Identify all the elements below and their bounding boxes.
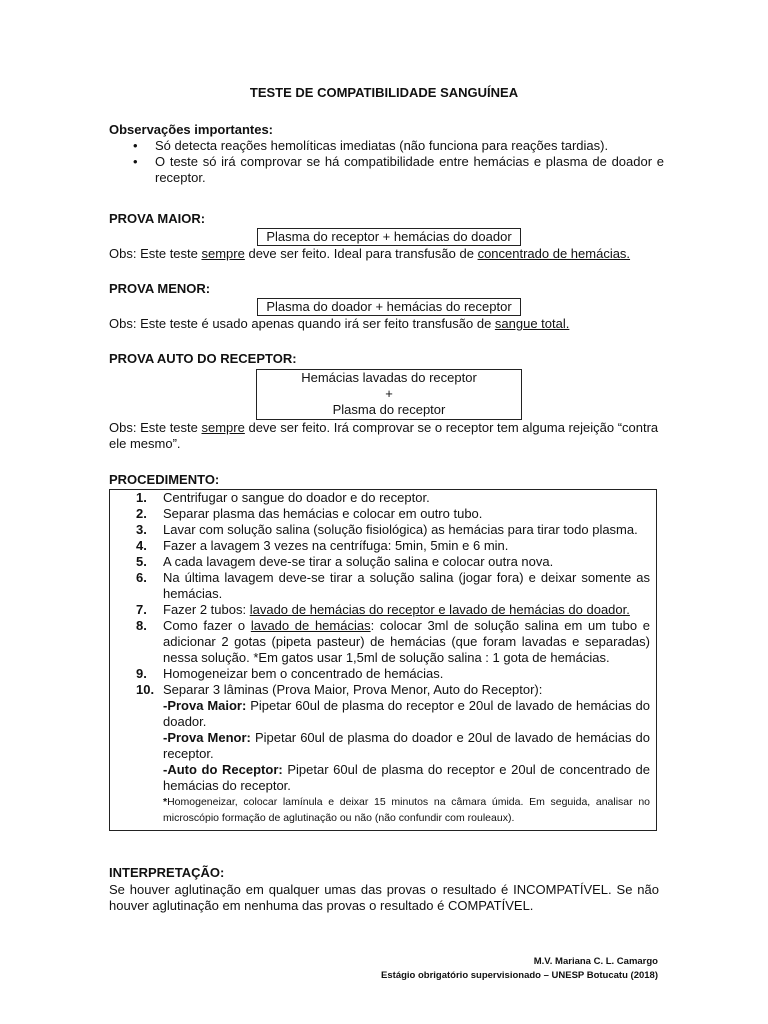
step-text: Como fazer o — [163, 618, 251, 633]
obs-text: Obs: Este teste é usado apenas quando irá ser feito transfusão de — [109, 316, 495, 331]
observacao-text: Só detecta reações hemolíticas imediatas (não funciona para reações tardias). — [155, 138, 609, 153]
substep-label: -Prova Maior: — [163, 698, 247, 713]
procedimento-steps — [110, 490, 656, 826]
step-number: 1. — [136, 490, 147, 505]
step-number: 2. — [136, 506, 147, 521]
step-text: Fazer a lavagem 3 vezes na centrífuga: 5min, 5min e 6 min. — [163, 538, 509, 553]
step-text: Homogeneizar bem o concentrado de hemácias. — [163, 666, 444, 681]
bullet-icon: • — [133, 154, 138, 169]
step-number: 5. — [136, 554, 147, 569]
page-title: TESTE DE COMPATIBILIDADE SANGUÍNEA — [249, 85, 519, 100]
bullet-icon: • — [133, 138, 138, 153]
box-line: Hemácias lavadas do receptor — [301, 370, 477, 385]
procedimento-box — [109, 489, 657, 831]
step-item — [110, 506, 656, 522]
footer-affiliation: Estágio obrigatório supervisionado – UNESP Botucatu (2018) — [381, 970, 658, 981]
box-line: Plasma do receptor — [332, 402, 446, 417]
step-underlined: lavado de hemácias do receptor e lavado de hemácias do doador. — [249, 602, 630, 617]
prova-menor-box: Plasma do doador + hemácias do receptor — [257, 298, 521, 316]
list-item — [109, 154, 664, 186]
step-text: Lavar com solução salina (solução fisiológica) as hemácias para tirar todo plasma. — [163, 522, 638, 537]
obs-underlined: sempre — [201, 420, 245, 435]
note-star: * — [163, 796, 168, 808]
step-number: 6. — [136, 570, 147, 585]
observacao-text: O teste só irá comprovar se há compatibilidade entre hemácias e plasma de doador e receptor. — [155, 154, 664, 185]
obs-text: Obs: Este teste — [109, 246, 202, 261]
observacoes-heading: Observações importantes: — [109, 122, 274, 137]
step-number: 4. — [136, 538, 147, 553]
step-item — [110, 666, 656, 682]
step-item — [110, 682, 656, 826]
obs-text: Obs: Este teste — [109, 420, 202, 435]
substep-prova-menor — [163, 730, 650, 762]
procedimento-heading: PROCEDIMENTO: — [109, 472, 220, 487]
step-number: 7. — [136, 602, 147, 617]
substep-label: -Prova Menor: — [163, 730, 251, 745]
step-text: Centrifugar o sangue do doador e do receptor. — [163, 490, 430, 505]
footer-author: M.V. Mariana C. L. Camargo — [533, 956, 658, 967]
prova-maior-heading: PROVA MAIOR: — [109, 211, 206, 226]
step-item — [110, 522, 656, 538]
prova-menor-obs — [109, 316, 659, 332]
step-number: 10. — [136, 682, 155, 697]
step-note — [163, 794, 650, 826]
step-item — [110, 618, 656, 666]
prova-auto-heading: PROVA AUTO DO RECEPTOR: — [109, 351, 297, 366]
list-item — [109, 138, 664, 154]
substep-auto-receptor — [163, 762, 650, 794]
step-item — [110, 602, 656, 618]
prova-maior-obs — [109, 246, 659, 262]
step-text: Fazer 2 tubos: — [163, 602, 250, 617]
step-number: 9. — [136, 666, 147, 681]
note-text: Homogeneizar, colocar lamínula e deixar 15 minutos na câmara úmida. Em seguida, analisar no microscópio formação de aglutinação ou não (não confundir com rouleaux). — [163, 796, 650, 824]
step-number: 8. — [136, 618, 147, 633]
step-text: Separar plasma das hemácias e colocar em outro tubo. — [163, 506, 483, 521]
interpretacao-heading: INTERPRETAÇÃO: — [109, 865, 225, 880]
prova-auto-box — [256, 369, 522, 420]
obs-underlined: concentrado de hemácias. — [477, 246, 631, 261]
box-line: + — [385, 386, 393, 401]
step-item — [110, 538, 656, 554]
prova-menor-heading: PROVA MENOR: — [109, 281, 211, 296]
substep-text: Pipetar 60ul de plasma do receptor e 20ul de lavado de hemácias do doador. — [163, 698, 650, 729]
step-text: Na última lavagem deve-se tirar a solução salina (jogar fora) e deixar somente as hemácias. — [163, 570, 650, 601]
step-number: 3. — [136, 522, 147, 537]
obs-text: deve ser feito. Ideal para transfusão de — [244, 246, 478, 261]
obs-underlined: sempre — [201, 246, 245, 261]
step-item — [110, 554, 656, 570]
prova-auto-obs — [109, 420, 659, 452]
observacoes-list — [109, 138, 664, 186]
step-underlined: lavado de hemácias — [250, 618, 371, 633]
obs-underlined: sangue total. — [494, 316, 570, 331]
step-text: A cada lavagem deve-se tirar a solução salina e colocar outra nova. — [163, 554, 554, 569]
prova-maior-box: Plasma do receptor + hemácias do doador — [257, 228, 521, 246]
interpretacao-text: Se houver aglutinação em qualquer umas das provas o resultado é INCOMPATÍVEL. Se não houver aglutinação em nenhuma das provas o resultado é COMPATÍVEL. — [109, 882, 659, 913]
substep-prova-maior — [163, 698, 650, 730]
step-item — [110, 570, 656, 602]
substep-text: Pipetar 60ul de plasma do doador e 20ul de lavado de hemácias do receptor. — [163, 730, 650, 761]
substep-label: -Auto do Receptor: — [163, 762, 283, 777]
substep-text: Pipetar 60ul de plasma do receptor e 20ul de concentrado de hemácias do receptor. — [163, 762, 650, 793]
step-text: : colocar 3ml de solução salina em um tubo e adicionar 2 gotas (pipeta pasteur) de hemácias (que foram lavadas e separadas) nessa solução. *Em gatos usar 1,5ml de solução salina : 1 gota de hemácias. — [163, 618, 650, 665]
step-text: Separar 3 lâminas (Prova Maior, Prova Menor, Auto do Receptor): — [163, 682, 543, 697]
step-item — [110, 490, 656, 506]
obs-text: deve ser feito. Irá comprovar se o receptor tem alguma rejeição “contra ele mesmo”. — [109, 420, 659, 451]
